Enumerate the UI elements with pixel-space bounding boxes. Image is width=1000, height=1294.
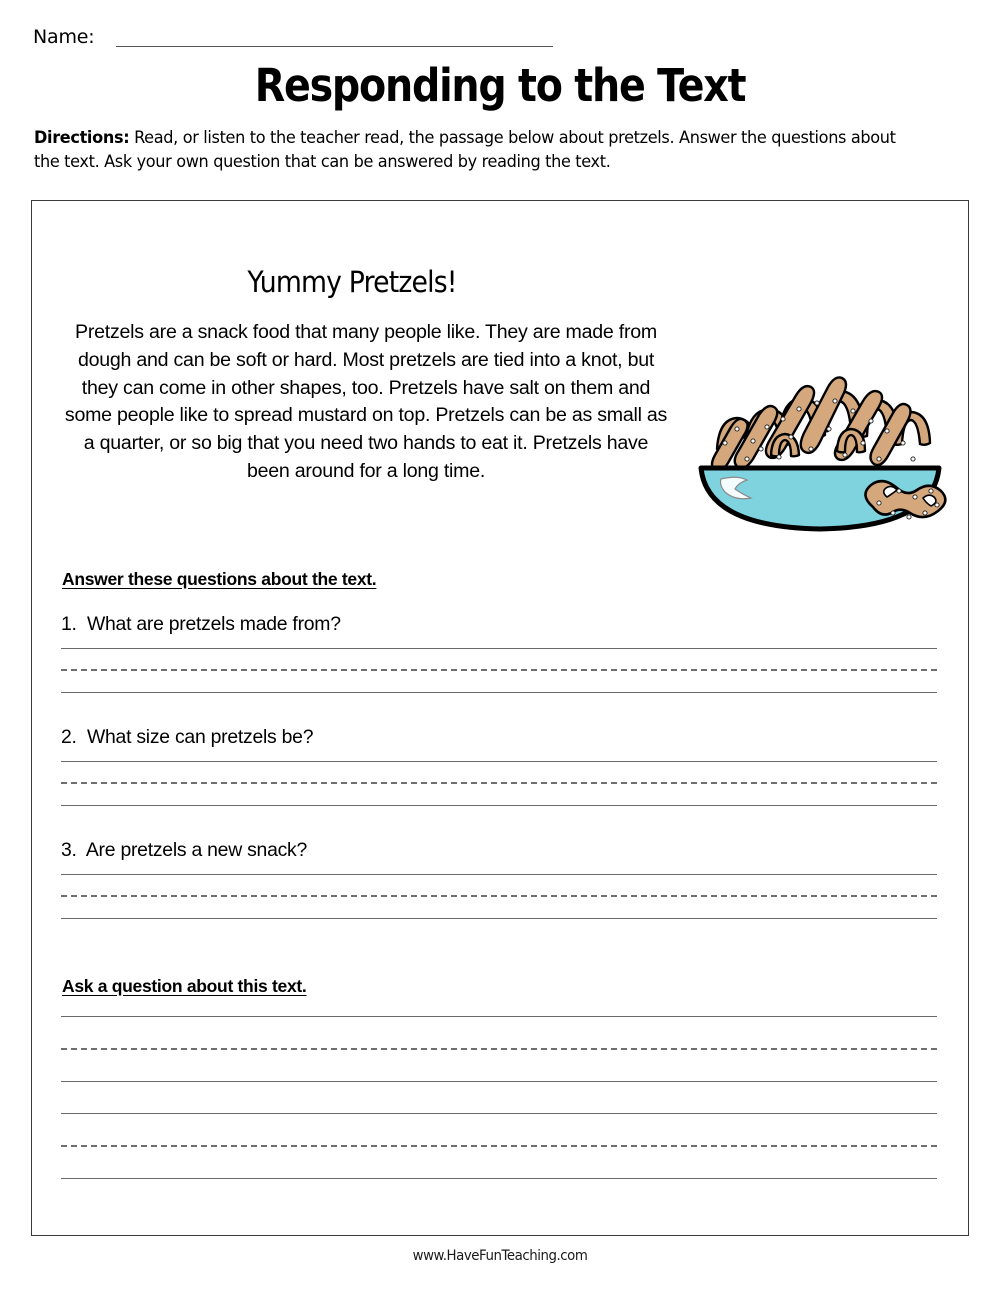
answer-questions-heading: Answer these questions about the text. (62, 569, 377, 589)
line-spacer (61, 1017, 937, 1048)
answer-lines-1[interactable] (61, 648, 937, 693)
question-text-2: 2. What size can pretzels be? (61, 726, 314, 748)
passage-heading: Yummy Pretzels! (247, 265, 457, 299)
ask-rule-solid[interactable] (61, 1178, 937, 1179)
line-spacer (61, 1082, 937, 1113)
ask-question-heading: Ask a question about this text. (62, 976, 307, 996)
question-block-1 (61, 613, 941, 693)
directions-paragraph (34, 126, 907, 174)
answer-rule-dotted[interactable] (61, 782, 937, 784)
line-spacer (61, 1147, 937, 1178)
passage-body: Pretzels are a snack food that many people like. They are made from dough and can be soft or hard. Most pretzels are tied into a knot, but they can come in other shapes, too. Pretzels have salt on them and some people like to spread mustard on top. Pretzels can be as small as a quarter, or so big that you need two hands to eat it. Pretzels have been around for a long time. (64, 321, 668, 483)
answer-rule-solid[interactable] (61, 761, 937, 762)
line-spacer (61, 1114, 937, 1145)
ask-question-writing-lines[interactable] (61, 1016, 937, 1179)
answer-rule-solid[interactable] (61, 692, 937, 693)
answer-rule-solid[interactable] (61, 874, 937, 875)
footer-url: www.HaveFunTeaching.com (412, 1248, 588, 1264)
answer-rule-solid[interactable] (61, 918, 937, 919)
answer-lines-3[interactable] (61, 874, 937, 919)
question-text-1: 1. What are pretzels made from? (61, 613, 341, 635)
question-block-2 (61, 726, 941, 806)
name-input-blank[interactable] (116, 30, 553, 47)
answer-rule-solid[interactable] (61, 805, 937, 806)
answer-lines-2[interactable] (61, 761, 937, 806)
line-spacer (61, 1050, 937, 1081)
worksheet-content-box (31, 200, 969, 1236)
name-label: Name: (33, 26, 95, 48)
directions-label: Directions: (34, 128, 130, 147)
directions-text: Read, or listen to the teacher read, the passage below about pretzels. Answer the questions about the text. Ask your own question that can be answered by reading the text. (34, 128, 896, 172)
question-text-3: 3. Are pretzels a new snack? (61, 839, 308, 861)
name-row (33, 28, 553, 47)
question-block-3 (61, 839, 941, 919)
bowl-of-pretzels-illustration (687, 331, 957, 546)
answer-rule-dotted[interactable] (61, 895, 937, 897)
answer-rule-dotted[interactable] (61, 669, 937, 671)
page-title: Responding to the Text (254, 59, 746, 112)
answer-rule-solid[interactable] (61, 648, 937, 649)
